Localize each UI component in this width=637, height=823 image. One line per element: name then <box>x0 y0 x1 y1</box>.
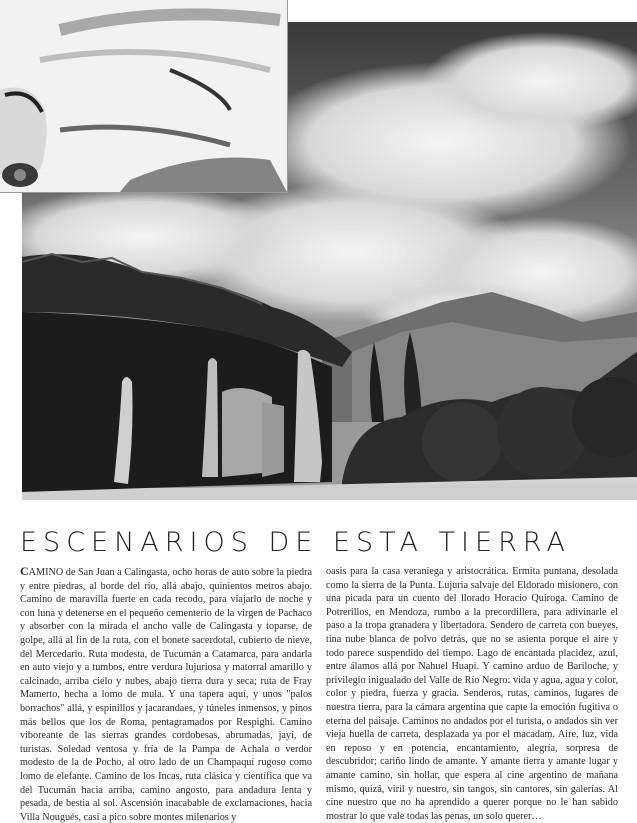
article-column-left <box>20 565 312 823</box>
inset-photo <box>0 0 288 193</box>
article-body <box>20 565 618 823</box>
article-column-right: oasis para la casa veraniega y aristocrática. Ermita puntana, desolada como la sierra de la Punta. Lujuria salvaje del Eldorado misionero, con una picada para un cuento del llorado Horacio Quiroga. Camino de Potrerillos, en Mendoza, rumbo a la precordillera, para adivinarle el paso a la tropa granadera y libertadora. Sendero de carreta con bueyes, tina nube blanca de polvo detrás, que no se asienta porque el aire y todo parece suspendido del tiempo. Lago de encantada placidez, azul, entre álamos allá por Nahuel Huapí. Y camino arduo de Bariloche, y privilegio inigualado del Valle de Río Negro: vida y agua, agua y color, color y piedra, fuerza y gracia. Senderos, rutas, caminos, lugares de nuestra tierra, para la cámara argentina que capte la emoción fugitiva o eterna del paisaje. Caminos no andados por el turista, o andados sin ver vieja huella de carreta, desplazada ya por el macadam. Aire, luz, vida en reposo y en potencia, encantamiento, alegría, sorpresa de descubridor; cariño lindo de amante. Y amante tierra y amante lugar y amante camino, sin hollar, que espera al cine argentino de mañana mismo, quizá, viril y nuestro, sin tangos, sin cantores, sin galerías. Al cine nuestro que no ha aprendido a querer porque no le han sabido mostrar lo que vale todas las penas, un solo querer… <box>326 566 618 822</box>
drop-cap: C <box>20 565 29 578</box>
article-headline: ESCENARIOS DE ESTA TIERRA <box>20 527 571 558</box>
column-left-text: AMINO de San Juan a Calingasta, ocho horas de auto sobre la piedra y entre piedras, al borde del río, allá abajo, quinientos metros abajo. Camino de maravilla fuerte en cada recodo, para viajarlo de noche y con luna y detenerse en el pequeño cementerio de la virgen de Pachaco y absorber con la mirada el ancho valle de Calingasta y toparse, de golpe, allá al fin de la ruta, con el bonete sacerdotal, cubierto de nieve, del Mercedario. Ruta modesta, de Tucumán a Catamarca, para andarla en auto viejo y a tumbos, entre verdura lujuriosa y matorral amarillo y calcinado, arriba cielo y nubes, abajo tierra dura y seca; ruta de Fray Mamerto, hecha a lomo de mula. Y una tapera aquí, y unos "palos borrachos" allá, y espinillos y jacarandaes, y túneles inmensos, y pinos más bellos que los de Roma, pentagramados por Respighi. Camino viboreante de las sierras grandes cordobesas, abrumadas, jayí, de turistas. Soledad ventosa y fría de la Pampa de Achala o verdor modesto de la de Pocho, al otro lado de un Champaquí rugoso como lomo de elefante. Camino de los Incas, ruta clásica y científica que va del Tucumán hacia arriba, camino angosto, para andadura lenta y pesada, de bestia al sol. Ascensión inacabable de exclamaciones, hacia Villa Nougués, casi a pico sobre montes milenarios y <box>20 567 312 823</box>
